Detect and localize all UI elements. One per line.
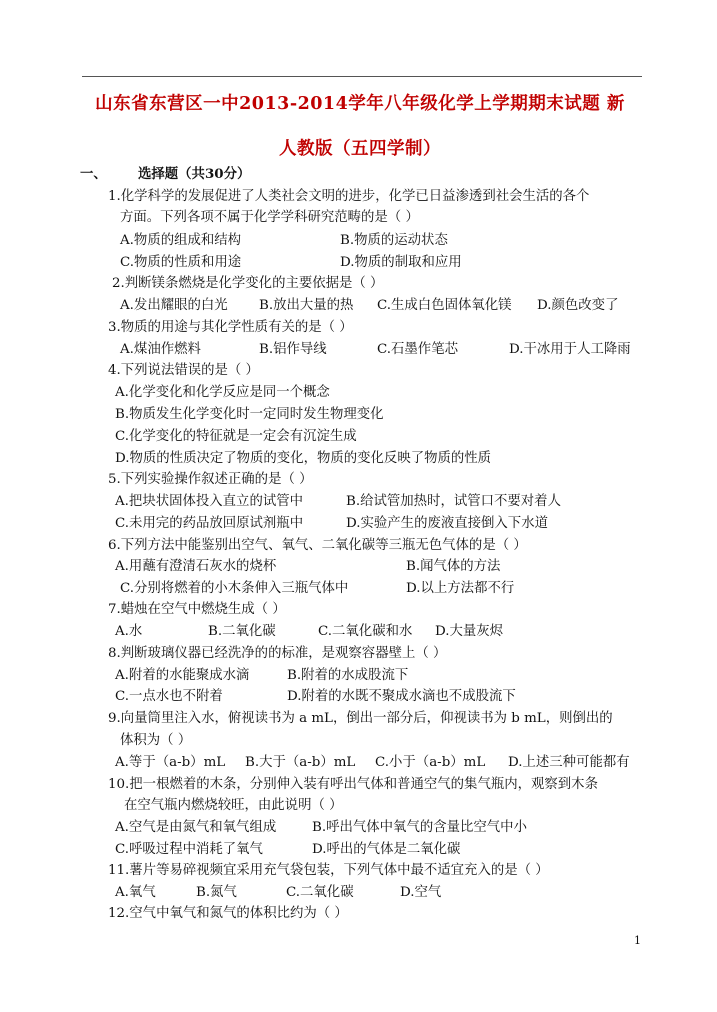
question-12-line-1: 12.空气中氧气和氮气的体积比约为（ ） (108, 906, 348, 921)
question-3-option-c: C.石墨作笔芯 (377, 342, 458, 357)
question-10-option-a: A.空气是由氮气和氧气组成 (115, 820, 277, 835)
question-7-option-a: A.水 (115, 624, 143, 639)
question-10-line-1: 10.把一根燃着的木条，分别伸入装有呼出气体和普通空气的集气瓶内，观察到木条 (108, 777, 598, 792)
question-4-option-b: B.物质发生化学变化时一定同时发生物理变化 (115, 407, 384, 422)
question-3-option-d: D.干冰用于人工降雨 (509, 342, 631, 357)
question-1-option-d: D.物质的制取和应用 (340, 255, 462, 270)
question-1-line-1: 1.化学科学的发展促进了人类社会文明的进步，化学已日益渗透到社会生活的各个 (108, 189, 590, 204)
question-10-option-b: B.呼出气体中氧气的含量比空气中小 (312, 820, 527, 835)
question-1-option-a: A.物质的组成和结构 (120, 233, 242, 248)
question-11-option-a: A.氧气 (115, 885, 156, 900)
question-3-option-a: A.煤油作燃料 (120, 342, 201, 357)
question-7-option-c: C.二氧化碳和水 (318, 624, 413, 639)
question-7-option-d: D.大量灰烬 (435, 624, 504, 639)
question-9-line-2: 体积为（ ） (120, 733, 192, 748)
question-2-option-a: A.发出耀眼的白光 (120, 298, 228, 313)
question-6-option-c: C.分别将燃着的小木条伸入三瓶气体中 (120, 581, 349, 596)
question-11-option-d: D.空气 (400, 885, 442, 900)
question-9-option-a: A.等于（a-b）mL (115, 755, 226, 770)
question-11-line-1: 11.薯片等易碎视频宜采用充气袋包装，下列气体中最不适宜充入的是（ ） (108, 863, 549, 878)
question-5-option-b: B.给试管加热时，试管口不要对着人 (346, 494, 561, 509)
question-10-option-c: C.呼吸过程中消耗了氧气 (115, 842, 263, 857)
question-5-line-1: 5.下列实验操作叙述正确的是（ ） (108, 472, 313, 487)
question-4-option-a: A.化学变化和化学反应是同一个概念 (115, 385, 330, 400)
question-8-line-1: 8.判断玻璃仪器已经洗净的的标准，是观察容器壁上（ ） (108, 646, 447, 661)
question-5-option-a: A.把块状固体投入直立的试管中 (115, 494, 304, 509)
question-8-option-a: A.附着的水能聚成水滴 (115, 668, 250, 683)
question-3-option-b: B.铝作导线 (259, 342, 327, 357)
page-number: 1 (634, 934, 641, 947)
question-7-option-b: B.二氧化碳 (208, 624, 276, 639)
question-10-line-2: 在空气瓶内燃烧较旺，由此说明（ ） (124, 798, 343, 813)
question-4-option-d: D.物质的性质决定了物质的变化，物质的变化反映了物质的性质 (115, 451, 492, 466)
question-2-option-d: D.颜色改变了 (537, 298, 619, 313)
header-rule (82, 76, 642, 77)
question-8-option-c: C.一点水也不附着 (115, 689, 223, 704)
question-8-option-b: B.附着的水成股流下 (287, 668, 409, 683)
question-2-line-1: 2.判断镁条燃烧是化学变化的主要依据是（ ） (112, 276, 384, 291)
question-4-line-1: 4.下列说法错误的是（ ） (108, 363, 259, 378)
question-11-option-b: B.氮气 (196, 885, 237, 900)
question-4-option-c: C.化学变化的特征就是一定会有沉淀生成 (115, 429, 357, 444)
question-7-line-1: 7.蜡烛在空气中燃烧生成（ ） (108, 602, 286, 617)
section-number: 一、 (80, 166, 107, 182)
question-6-option-a: A.用蘸有澄清石灰水的烧杯 (115, 559, 277, 574)
section-title: 选择题（共30分） (138, 166, 251, 182)
question-9-option-c: C.小于（a-b）mL (375, 755, 486, 770)
question-2-option-b: B.放出大量的热 (259, 298, 354, 313)
question-5-option-d: D.实验产生的废液直接倒入下水道 (346, 516, 548, 531)
question-3-line-1: 3.物质的用途与其化学性质有关的是（ ） (108, 320, 353, 335)
question-9-option-b: B.大于（a-b）mL (245, 755, 356, 770)
question-6-option-d: D.以上方法都不行 (406, 581, 515, 596)
question-9-line-1: 9.向量筒里注入水，俯视读书为 a mL，倒出一部分后，仰视读书为 b mL，则倒出的 (108, 711, 613, 726)
question-6-option-b: B.闻气体的方法 (406, 559, 501, 574)
question-6-line-1: 6.下列方法中能鉴别出空气、氧气、二氧化碳等三瓶无色气体的是（ ） (108, 538, 527, 553)
question-1-line-2: 方面。下列各项不属于化学学科研究范畴的是（ ） (120, 210, 419, 225)
question-10-option-d: D.呼出的气体是二氧化碳 (312, 842, 461, 857)
document-title-line-1: 山东省东营区一中2013-2014学年八年级化学上学期期末试题 新 (95, 94, 625, 114)
document-title-line-2: 人教版（五四学制） (279, 139, 441, 159)
question-9-option-d: D.上述三种可能都有 (508, 755, 630, 770)
question-11-option-c: C.二氧化碳 (286, 885, 354, 900)
question-1-option-c: C.物质的性质和用途 (120, 255, 242, 270)
question-5-option-c: C.未用完的药品放回原试剂瓶中 (115, 516, 304, 531)
question-8-option-d: D.附着的水既不聚成水滴也不成股流下 (287, 689, 516, 704)
question-2-option-c: C.生成白色固体氧化镁 (377, 298, 512, 313)
question-1-option-b: B.物质的运动状态 (340, 233, 448, 248)
